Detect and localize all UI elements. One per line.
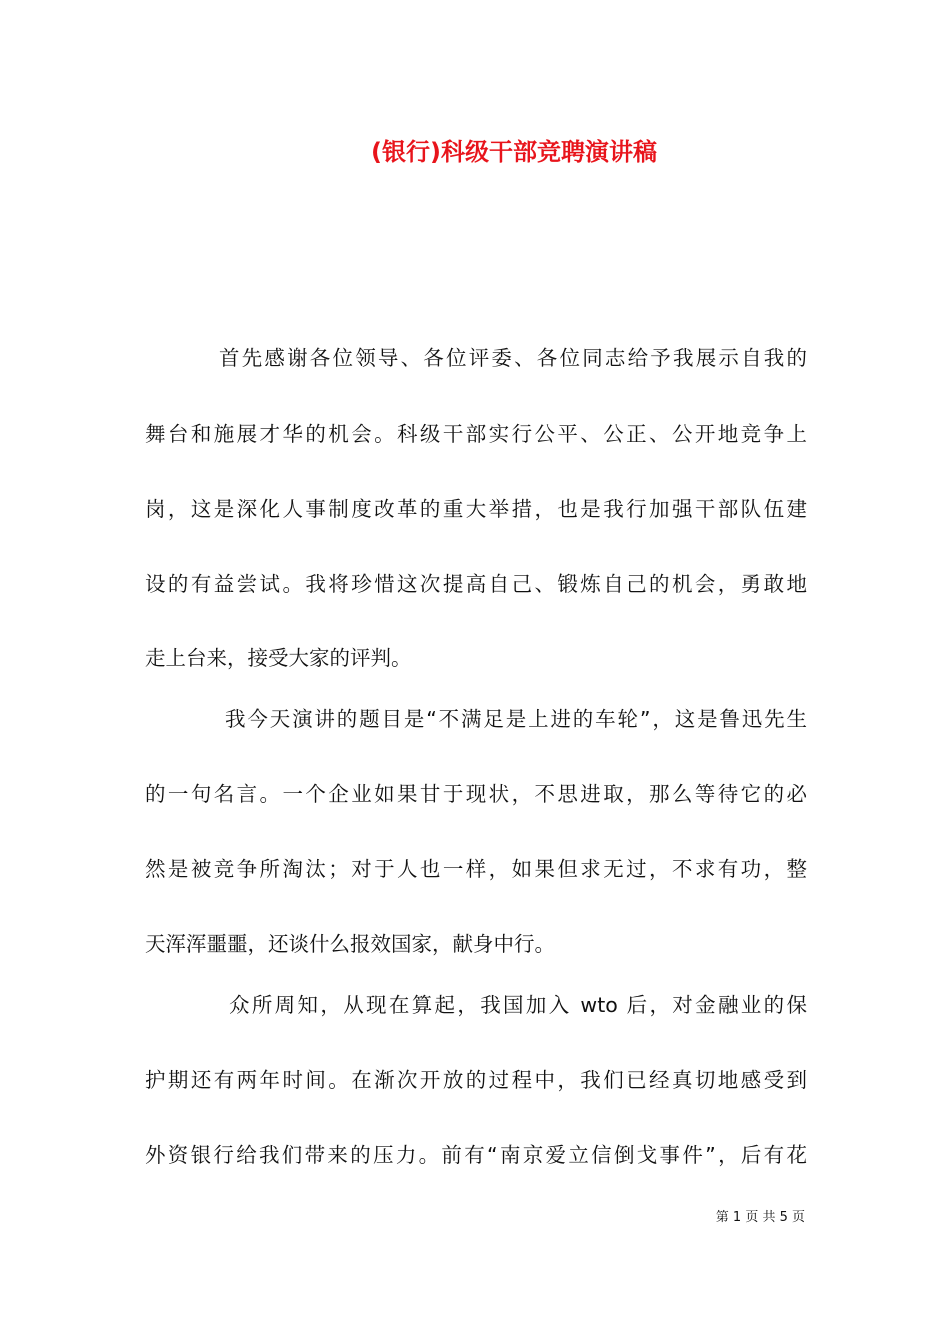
document-title: (银行)科级干部竞聘演讲稿	[371, 138, 657, 166]
paragraph-2-line-2: 的一句名言。一个企业如果甘于现状，不思进取，那么等待它的必	[145, 782, 807, 806]
paragraph-1-line-2: 舞台和施展才华的机会。科级干部实行公平、公正、公开地竞争上	[145, 422, 807, 446]
paragraph-1-line-5: 走上台来，接受大家的评判。	[145, 646, 412, 670]
paragraph-2-line-1: 我今天演讲的题目是“不满足是上进的车轮”，这是鲁迅先生	[225, 707, 807, 731]
paragraph-2-line-3: 然是被竞争所淘汰；对于人也一样，如果但求无过，不求有功，整	[145, 857, 807, 881]
paragraph-3-line-1: 众所周知，从现在算起，我国加入 wto 后，对金融业的保	[229, 993, 807, 1017]
paragraph-3-line-3: 外资银行给我们带来的压力。前有“南京爱立信倒戈事件”，后有花	[145, 1143, 807, 1167]
paragraph-2-line-4: 天浑浑噩噩，还谈什么报效国家，献身中行。	[145, 932, 555, 956]
page-number-footer: 第 1 页 共 5 页	[715, 1210, 805, 1225]
paragraph-3-line-2: 护期还有两年时间。在渐次开放的过程中，我们已经真切地感受到	[145, 1068, 807, 1092]
paragraph-1-line-4: 设的有益尝试。我将珍惜这次提高自己、锻炼自己的机会，勇敢地	[145, 572, 807, 596]
paragraph-1-line-3: 岗，这是深化人事制度改革的重大举措，也是我行加强干部队伍建	[145, 497, 807, 521]
paragraph-1-line-1: 首先感谢各位领导、各位评委、各位同志给予我展示自我的	[219, 346, 807, 370]
